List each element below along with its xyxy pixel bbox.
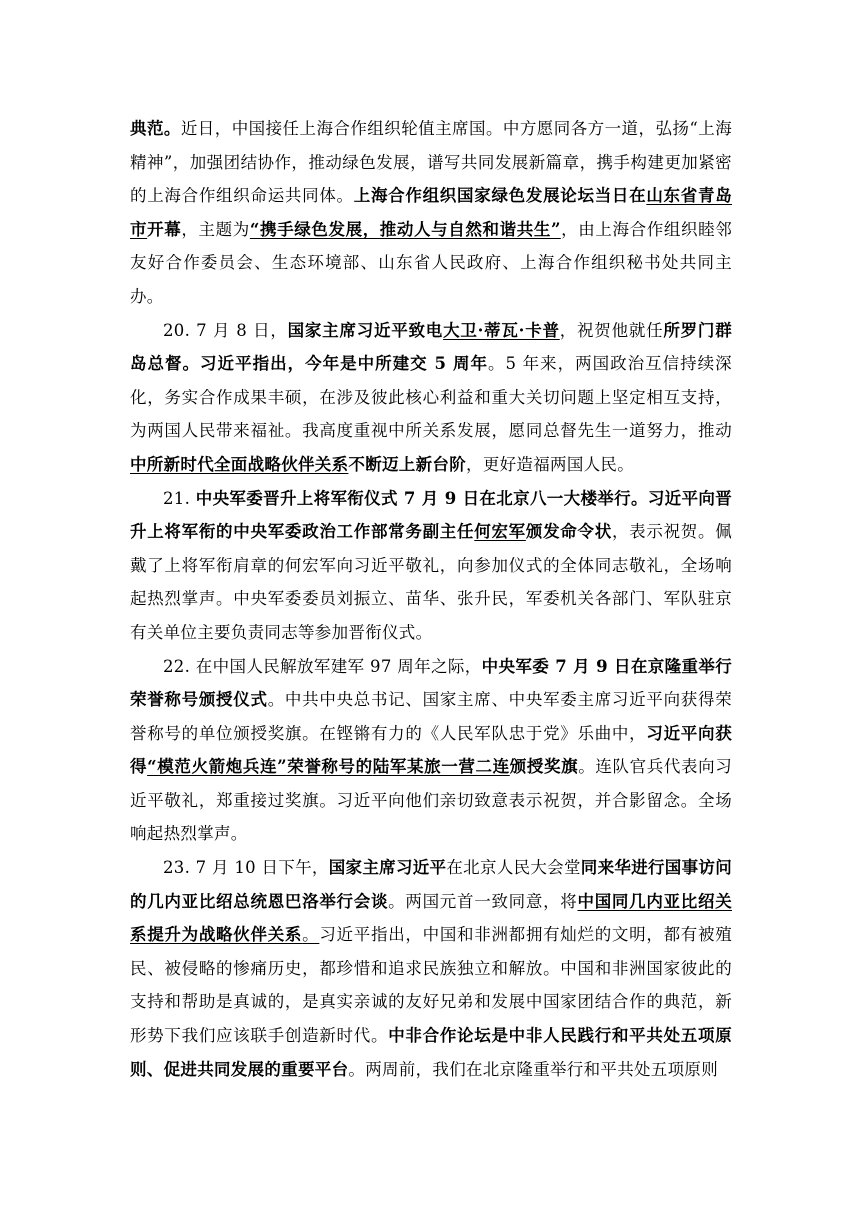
text-run: “携手绿色发展，推动人与自然和谐共生”	[249, 219, 561, 239]
text-run: 开幕	[147, 219, 182, 239]
text-run: 国家主席习近平	[328, 858, 447, 878]
text-run: 不断迈上新台阶	[348, 454, 467, 474]
text-run: 同来华进行国事访问的几内亚比绍总统恩巴洛举行会谈	[130, 858, 732, 911]
paragraph-continuation	[130, 112, 732, 314]
text-run: ，表示祝贺。佩戴了上将军衔肩章的何宏军向习近平敬礼，向参加仪式的全体同志敬礼，全场响起热烈掌声。中央军委委员刘振立、苗华、张升民，军委机关各部门、军队驻京有关单位主要负责同志等参加晋衔仪式。	[130, 522, 733, 642]
text-run: 典范。	[130, 119, 181, 138]
text-run: 。	[302, 925, 320, 945]
text-run: 23. 7 月 10 日下午，	[163, 858, 329, 878]
text-run: 中国同几内亚比绍关系提升为战略伙伴关系	[130, 891, 732, 945]
text-run: 所罗门群岛总督。习近平指出，今年是中所建交 5 周年	[130, 320, 733, 374]
text-run: 。两周前，我们在北京隆重举行和平共处五项原则	[348, 1059, 719, 1079]
text-run: 习近平向获得	[130, 723, 733, 777]
paragraph-item-21	[130, 482, 732, 650]
text-run: 中央军委晋升上将军衔仪式 7 月 9 日在北京八一大楼举行。习近平向晋升上将军衔的中央军委政治工作部常务副主任	[130, 488, 732, 542]
text-run: 大卫·蒂瓦·卡普	[443, 320, 560, 340]
text-run: 。5 年来，两国政治互信持续深化，务实合作成果丰硕，在涉及彼此核心利益和重大关切问题上坚定相互支持，为两国人民带来福祉。我高度重视中所关系发展，愿同总督先生一道努力，推动	[130, 354, 732, 441]
text-run: 中所新时代全面战略伙伴关系	[130, 454, 349, 474]
text-run: 陆军某旅一营二连	[372, 757, 510, 777]
text-run: 。连队官兵代表向习近平敬礼，郑重接过奖旗。习近平向他们亲切致意表示祝贺，并合影留念。全场响起热烈掌声。	[130, 757, 733, 844]
text-run: 20. 7 月 8 日，	[163, 320, 288, 340]
text-run: 中非合作论坛是中非人民践行和平共处五项原则、促进共同发展的重要平台	[130, 1026, 733, 1079]
text-run: ，更好造福两国人民。	[466, 454, 635, 474]
text-run: 22. 在中国人民解放军建军 97 周年之际，	[163, 656, 482, 676]
text-run: 何宏军	[474, 522, 526, 542]
text-run: 山东省青岛市	[130, 186, 732, 239]
paragraph-item-23	[130, 851, 732, 1086]
text-run: 在北京人民大会堂	[446, 858, 581, 878]
text-run: 中央军委 7 月 9 日在京隆重举行荣誉称号颁授仪式	[130, 656, 733, 710]
text-run: 荣誉称号的	[286, 757, 373, 777]
paragraph-item-20	[130, 314, 732, 482]
text-run: ，祝贺他就任	[559, 320, 664, 340]
document-page	[130, 112, 732, 1086]
text-run: 。中共中央总书记、国家主席、中央军委主席习近平向获得荣誉称号的单位颁授奖旗。在铿锵有力的《人民军队忠于党》乐曲中，	[130, 690, 732, 743]
text-run: 。两国元首一致同意，将	[388, 891, 578, 911]
text-run: 国家主席习近平致电	[287, 320, 444, 340]
text-run: “模范火箭炮兵连”	[147, 757, 287, 777]
text-run: 颁发命令状	[525, 522, 612, 542]
text-run: ，主题为	[181, 219, 250, 239]
text-run: 习近平指出，中国和非洲都拥有灿烂的文明，都有被殖民、被侵略的惨痛历史，都珍惜和追求民族独立和解放。中国和非洲国家彼此的支持和帮助是真诚的，是真实亲诚的友好兄弟和发展中国家团结合作的典范，新形势下我们应该联手创造新时代。	[130, 925, 733, 1046]
text-run: 颁授奖旗	[509, 757, 579, 777]
text-run: 近日，中国接任上海合作组织轮值主席国。中方愿同各方一道，弘扬“上海精神”，加强团结协作，推动绿色发展，谱写共同发展新篇章，携手构建更加紧密的上海合作组织命运共同体。	[130, 119, 732, 206]
text-run: 21.	[163, 488, 196, 508]
text-run: 上海合作组织国家绿色发展论坛当日在	[353, 186, 647, 206]
paragraph-item-22	[130, 650, 732, 852]
text-run: ，由上海合作组织睦邻友好合作委员会、生态环境部、山东省人民政府、上海合作组织秘书处共同主办。	[130, 219, 732, 306]
